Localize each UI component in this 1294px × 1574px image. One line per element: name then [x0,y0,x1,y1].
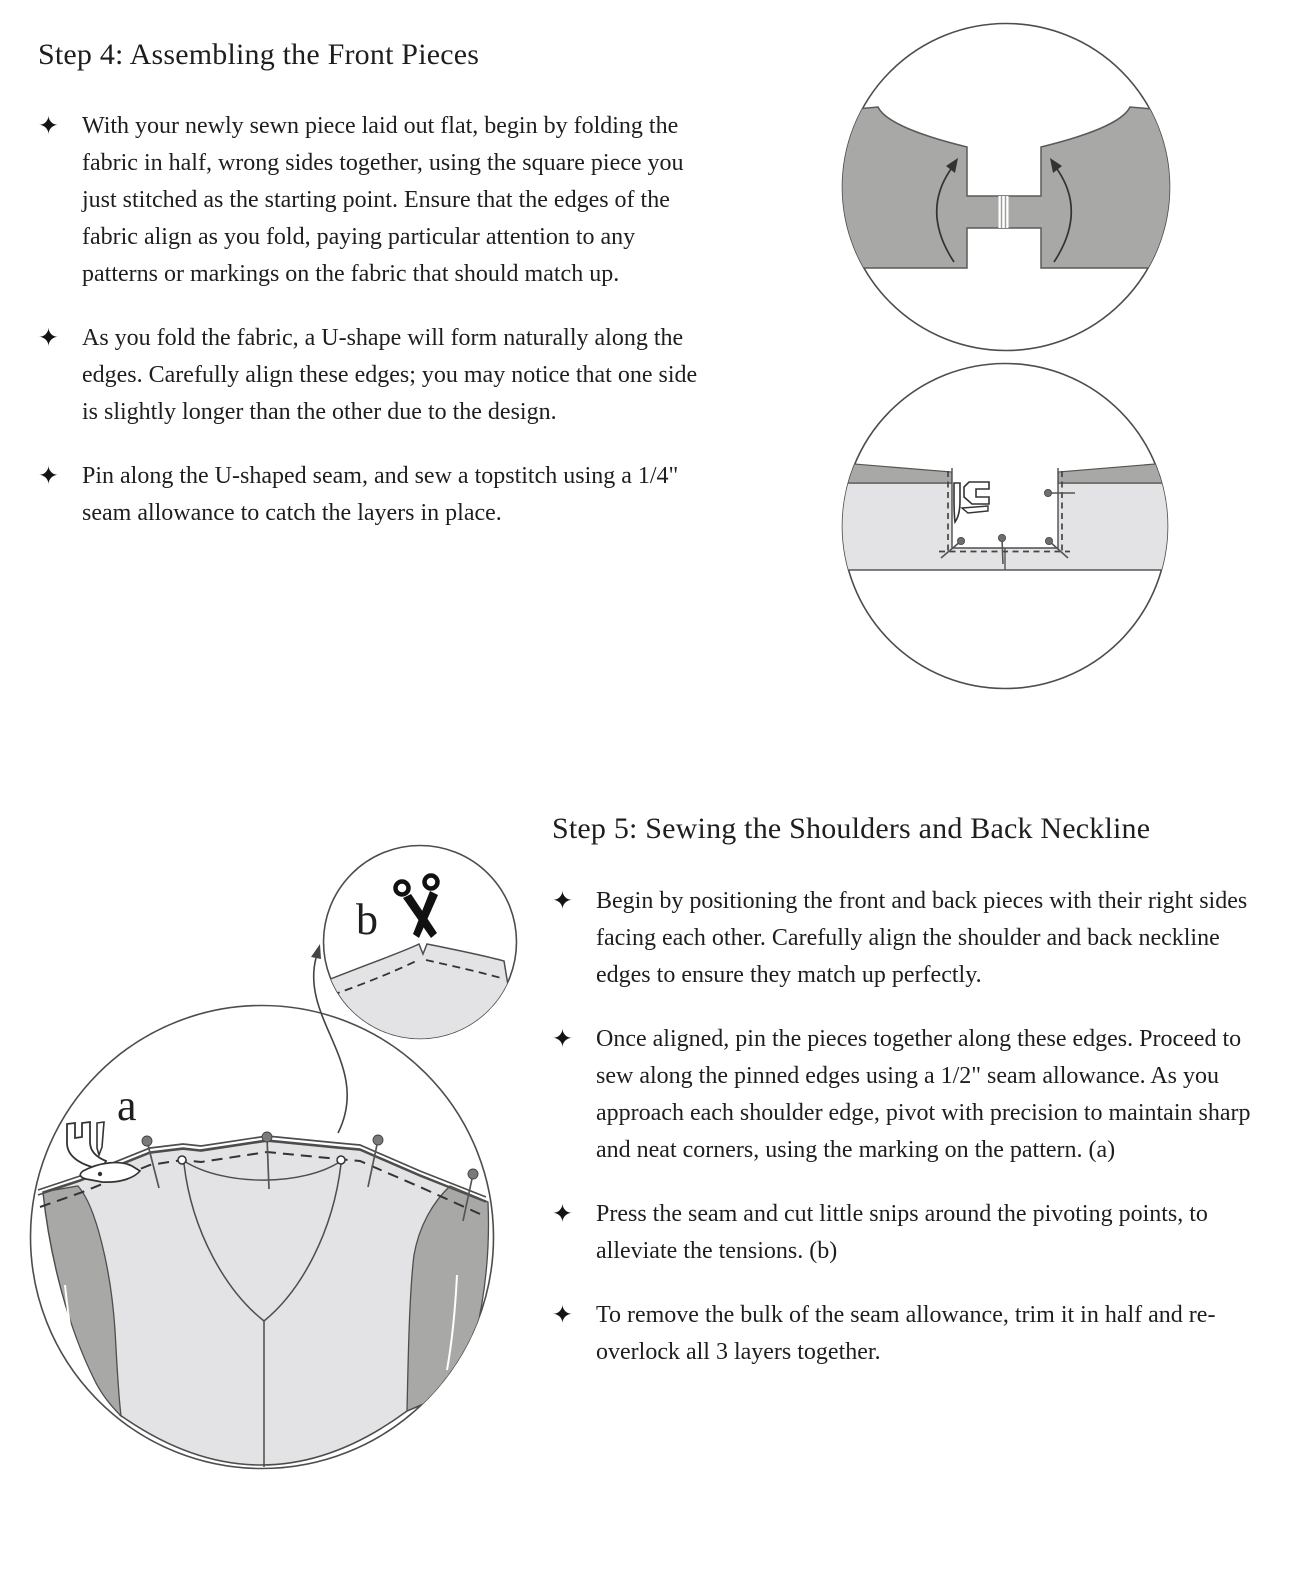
sparkle-bullet-icon: ✦ [552,1026,573,1053]
sparkle-bullet-icon: ✦ [38,113,59,140]
bullet-item [38,458,728,532]
bullet-item [552,1021,1282,1169]
bullet-text: Pin along the U-shaped seam, and sew a topstitch using a 1/4" seam allowance to catch the layers in place. [82,463,679,526]
step5-section [552,812,1282,1398]
bullet-item [552,883,1282,994]
bullet-item [552,1196,1282,1270]
sparkle-bullet-icon: ✦ [38,463,59,490]
shoulder-diagram-figure [20,830,530,1475]
sparkle-bullet-icon: ✦ [552,1302,573,1329]
bullet-item [38,108,728,293]
pivot-mark [178,1156,186,1164]
bullet-text: As you fold the fabric, a U-shape will form naturally along the edges. Carefully align these edges; you may notice that one side is slightly longer than the other due to the design. [82,325,698,425]
bullet-text: Once aligned, pin the pieces together along these edges. Proceed to sew along the pinned edges using a 1/2" seam allowance. As you approach each shoulder edge, pivot with precision to maintain sharp and neat corners, using the marking on the pattern. (a) [596,1026,1251,1163]
bullet-item [38,320,728,431]
sparkle-bullet-icon: ✦ [552,1201,573,1228]
topstitch-diagram-figure [840,361,1170,691]
bullet-text: With your newly sewn piece laid out flat, begin by folding the fabric in half, wrong sides together, using the square piece you just stitched as the starting point. Ensure that the edges of the fabric align as you fold, paying particular attention to any patterns or markings on the fabric that should match up. [82,113,684,287]
stitch-mark [999,196,1009,228]
label-b: b [356,895,378,944]
pivot-mark [337,1156,345,1164]
step4-heading: Step 4: Assembling the Front Pieces [38,38,480,71]
bullet-item [552,1297,1282,1371]
sparkle-bullet-icon: ✦ [552,888,573,915]
bullet-text: Begin by positioning the front and back pieces with their right sides facing each other. Carefully align the shoulder and back neckline edges to ensure they match up perfectly. [596,888,1248,988]
step4-section [38,38,728,559]
bullet-text: Press the seam and cut little snips around the pivoting points, to alleviate the tensions. (b) [596,1201,1208,1264]
label-a: a [117,1081,137,1130]
bullet-text: To remove the bulk of the seam allowance, trim it in half and re-overlock all 3 layers together. [596,1302,1216,1365]
fold-diagram-figure [838,20,1174,356]
sparkle-bullet-icon: ✦ [38,325,59,352]
step5-heading: Step 5: Sewing the Shoulders and Back Neckline [552,812,1151,845]
